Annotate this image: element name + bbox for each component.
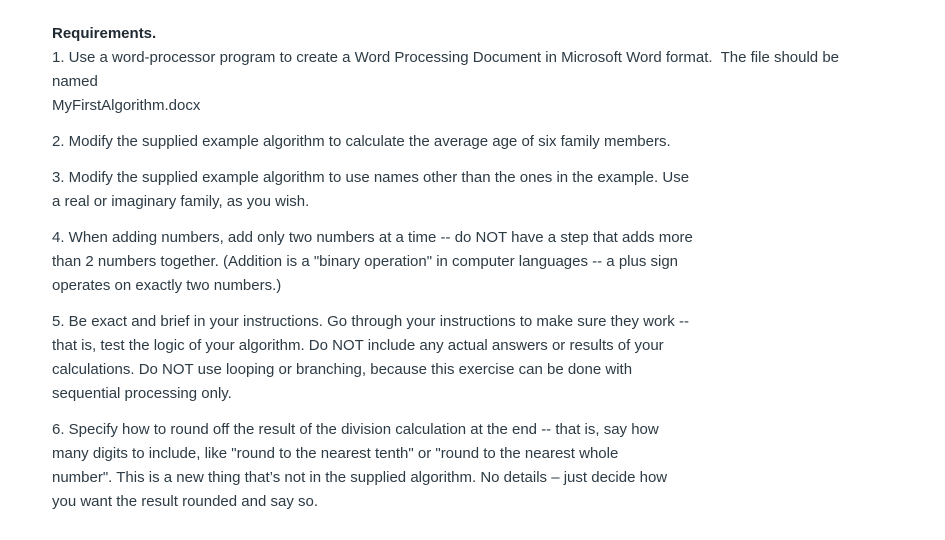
requirement-line: sequential processing only. — [52, 385, 232, 402]
requirement-item-5 — [52, 310, 932, 406]
requirement-item-1 — [52, 46, 932, 118]
requirement-line: MyFirstAlgorithm.docx — [52, 97, 201, 114]
requirement-line: 3. Modify the supplied example algorithm to use names other than the ones in the example. Use — [52, 169, 690, 186]
requirement-line: many digits to include, like "round to the nearest tenth" or "round to the nearest whole — [52, 445, 619, 462]
requirement-line: 1. Use a word-processor program to create a Word Processing Document in Microsoft Word format. The file should be — [52, 49, 840, 66]
requirement-line: number". This is a new thing that’s not in the supplied algorithm. No details – just decide how — [52, 469, 668, 486]
requirement-line: calculations. Do NOT use looping or branching, because this exercise can be done with — [52, 361, 633, 378]
requirement-line: 4. When adding numbers, add only two numbers at a time -- do NOT have a step that adds more — [52, 229, 693, 246]
requirement-line: operates on exactly two numbers.) — [52, 277, 282, 294]
requirement-item-2 — [52, 130, 932, 154]
requirement-line: a real or imaginary family, as you wish. — [52, 193, 310, 210]
requirement-line: 5. Be exact and brief in your instructions. Go through your instructions to make sure they work -- — [52, 313, 689, 330]
requirement-item-6 — [52, 418, 932, 514]
requirement-line: 6. Specify how to round off the result of the division calculation at the end -- that is, say how — [52, 421, 659, 438]
requirement-line: you want the result rounded and say so. — [52, 493, 319, 510]
requirements-heading: Requirements. — [52, 25, 157, 42]
requirement-line: named — [52, 73, 98, 90]
requirements-document — [52, 22, 932, 514]
requirement-line: that is, test the logic of your algorithm. Do NOT include any actual answers or results of your — [52, 337, 664, 354]
requirement-line: 2. Modify the supplied example algorithm to calculate the average age of six family members. — [52, 133, 671, 150]
requirement-item-4 — [52, 226, 932, 298]
requirement-item-3 — [52, 166, 932, 214]
requirement-line: than 2 numbers together. (Addition is a "binary operation" in computer languages -- a plus sign — [52, 253, 679, 270]
